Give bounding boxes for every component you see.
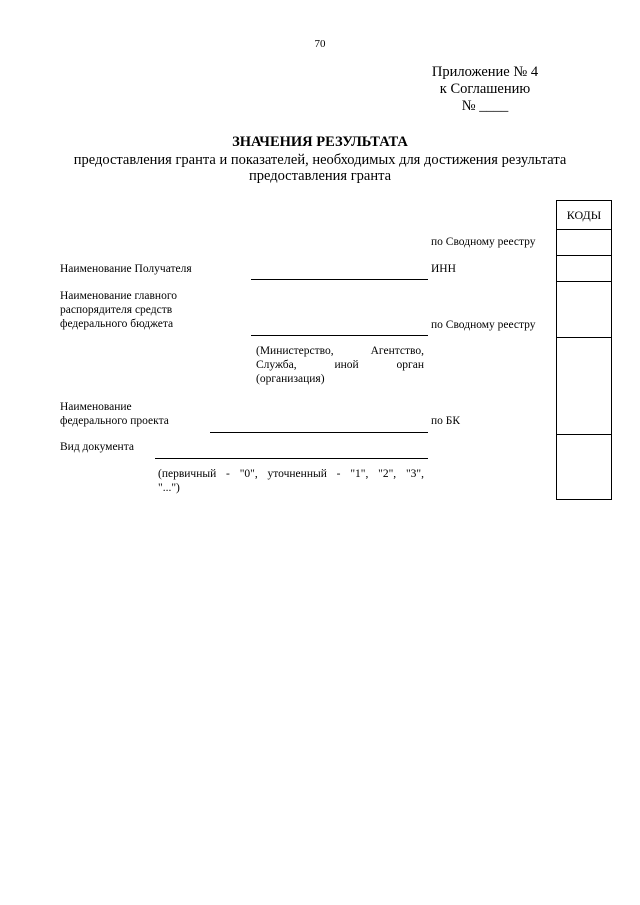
appendix-line-2: к Соглашению: [439, 81, 531, 97]
codes-row-divider: [557, 255, 611, 256]
org-hint-line-2: Служба, иной орган: [256, 359, 424, 371]
codes-row-divider: [557, 434, 611, 435]
inn-label: ИНН: [431, 263, 456, 275]
project-label-line-1: Наименование: [60, 401, 132, 413]
project-label-line-2: федерального проекта: [60, 415, 169, 427]
document-title: ЗНАЧЕНИЯ РЕЗУЛЬТАТА: [232, 134, 408, 150]
codes-table: [556, 200, 612, 500]
grbs-field-line[interactable]: [251, 335, 428, 336]
doc-type-hint-line-1: (первичный - "0", уточненный - "1", "2", "3",: [158, 468, 424, 480]
codes-row-divider: [557, 229, 611, 230]
recipient-field-line[interactable]: [251, 279, 428, 280]
codes-row-divider: [557, 281, 611, 282]
subtitle-line-1: предоставления гранта и показателей, необходимых для достижения результата: [73, 152, 567, 168]
bk-label: по БК: [431, 415, 461, 427]
svodny-reestr-label-2: по Сводному реестру: [431, 319, 536, 331]
appendix-line-1: Приложение № 4: [431, 64, 539, 80]
codes-header: КОДЫ: [566, 208, 602, 222]
recipient-label: Наименование Получателя: [60, 263, 192, 275]
codes-row-divider: [557, 337, 611, 338]
doc-type-label: Вид документа: [60, 441, 134, 453]
page-number: 70: [314, 38, 326, 50]
doc-type-field-line[interactable]: [155, 458, 428, 459]
svodny-reestr-label-1: по Сводному реестру: [431, 236, 536, 248]
grbs-label-line-3: федерального бюджета: [60, 318, 174, 330]
doc-type-hint-line-2: "..."): [158, 482, 180, 494]
appendix-line-3: № ____: [461, 98, 509, 114]
org-hint-line-1: (Министерство, Агентство,: [256, 345, 424, 357]
subtitle-line-2: предоставления гранта: [248, 168, 392, 184]
project-field-line[interactable]: [210, 432, 428, 433]
grbs-label-line-1: Наименование главного: [60, 290, 178, 302]
grbs-label-line-2: распорядителя средств: [60, 304, 173, 316]
org-hint-line-3: (организация): [256, 373, 325, 385]
